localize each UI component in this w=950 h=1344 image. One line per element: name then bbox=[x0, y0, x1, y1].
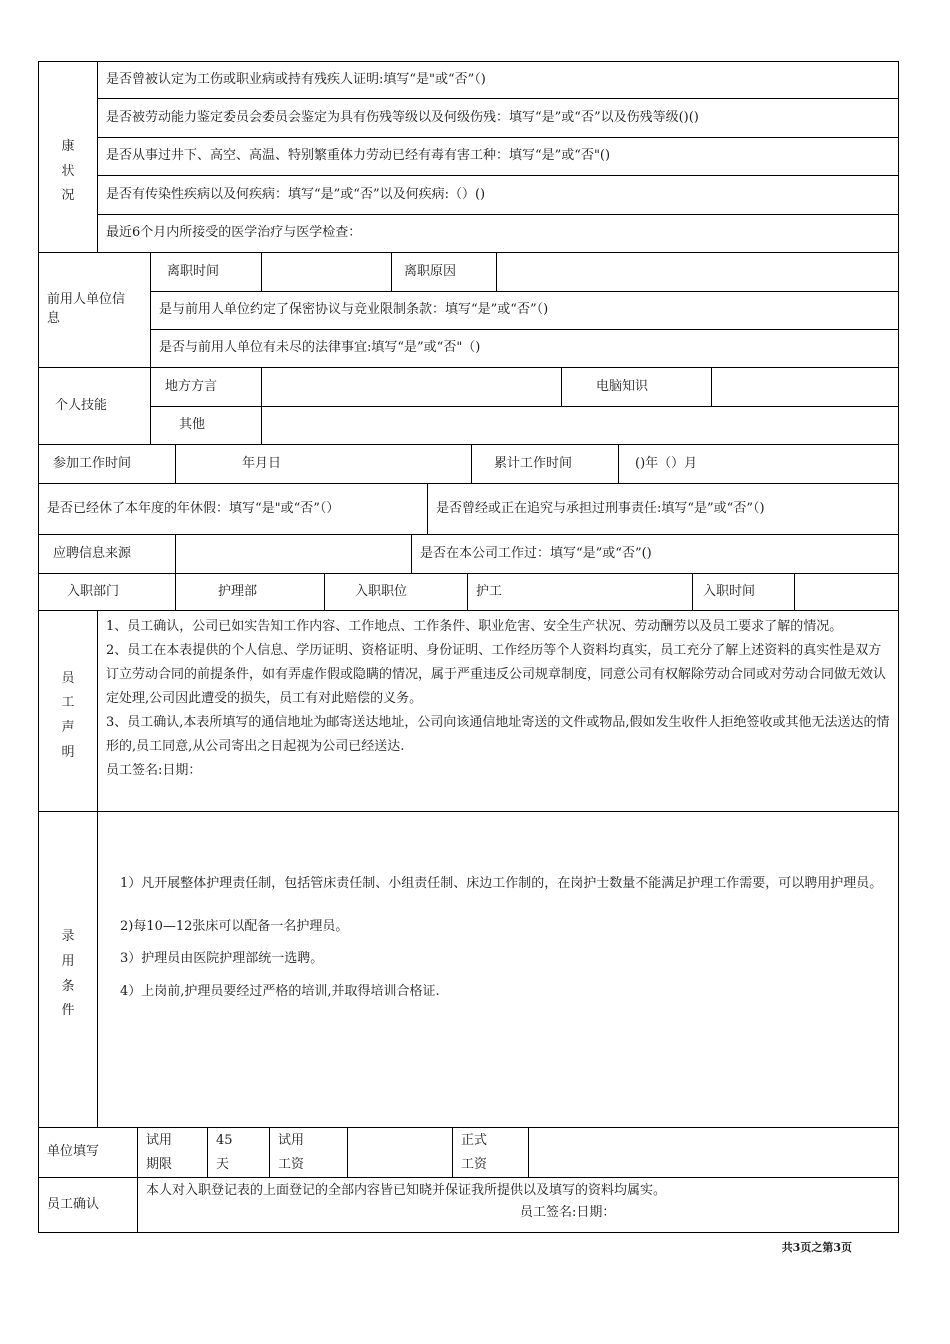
probation-period-label: 试用 期限 bbox=[138, 1128, 208, 1178]
criminal-row: 是否曾经或正在追究与承担过刑事责任:填写“是”或“否”（) bbox=[428, 484, 899, 535]
condition-item-3: 3）护理员由医院护理部统一选聘。 bbox=[120, 951, 324, 967]
unit-label: 单位填写 bbox=[38, 1128, 138, 1178]
confirm-label: 员工确认 bbox=[38, 1178, 138, 1233]
skills-section bbox=[38, 368, 899, 445]
health-row-2: 是否被劳动能力鉴定委员会委员会鉴定为具有伤残等级以及何级伤残：填写“是”或“否”以及伤残等级()() bbox=[98, 99, 899, 138]
condition-item-2: 2)每10—12张床可以配备一名护理员。 bbox=[120, 918, 349, 934]
declaration-section bbox=[38, 611, 899, 812]
prev-employer-section bbox=[38, 253, 899, 368]
health-row-4: 是否有传染性疾病以及何疾病：填写“是”或“否”以及何疾病:（）() bbox=[98, 176, 899, 215]
health-label: 康 状 况 bbox=[38, 61, 98, 253]
entry-section bbox=[38, 574, 899, 611]
prev-employer-label: 前用人单位信息 bbox=[38, 253, 151, 368]
declaration-sign: 员工签名:日期： bbox=[106, 763, 202, 779]
declaration-text bbox=[98, 611, 899, 812]
other-value[interactable] bbox=[262, 407, 899, 445]
probation-wage-value[interactable] bbox=[348, 1128, 453, 1178]
formal-wage-label: 正式 工资 bbox=[453, 1128, 529, 1178]
other-label: 其他 bbox=[151, 407, 262, 445]
probation-period-value: 45 天 bbox=[208, 1128, 270, 1178]
condition-item-1: 1）凡开展整体护理责任制，包括管床责任制、小组责任制、床边工作制的，在岗护士数量不能满足护理工作需要，可以聘用护理员。 bbox=[120, 876, 883, 891]
conditions-section bbox=[38, 812, 899, 1128]
dialect-label: 地方方言 bbox=[151, 368, 262, 407]
source-value[interactable] bbox=[176, 535, 412, 574]
entry-time-value[interactable] bbox=[795, 574, 899, 611]
entry-dept-value: 护理部 bbox=[176, 574, 325, 611]
formal-wage-value[interactable] bbox=[529, 1128, 899, 1178]
dialect-value[interactable] bbox=[262, 368, 562, 407]
legal-row: 是否与前用人单位有未尽的法律事宜:填写“是”或“否"（) bbox=[151, 330, 899, 368]
leave-reason-label: 离职原因 bbox=[392, 253, 497, 292]
confirm-statement: 本人对入职登记表的上面登记的全部内容皆已知晓并保证我所提供以及填写的资料均属实。 bbox=[146, 1183, 667, 1198]
work-start-value[interactable]: 年月日 bbox=[176, 445, 472, 484]
source-label: 应聘信息来源 bbox=[38, 535, 176, 574]
page-footer: 共3页之第3页 bbox=[781, 1241, 852, 1254]
work-time-section bbox=[38, 445, 899, 484]
declaration-p3: 3、员工确认,本表所填写的通信地址为邮寄送达地址，公司向该通信地址寄送的文件或物品,假如发生收件人拒绝签收或其他无法送达的情形的,员工同意,从公司寄出之日起视为公司已经送达. bbox=[106, 715, 890, 755]
declaration-label: 员 工 声 明 bbox=[38, 611, 98, 812]
leave-reason-value[interactable] bbox=[497, 253, 899, 292]
unit-section bbox=[38, 1128, 899, 1178]
worked-here-row: 是否在本公司工作过：填写“是”或“否”() bbox=[412, 535, 899, 574]
condition-item-4: 4）上岗前,护理员要经过严格的培训,并取得培训合格证. bbox=[120, 983, 440, 999]
source-section bbox=[38, 535, 899, 574]
health-row-3: 是否从事过井下、高空、高温、特别繁重体力劳动已经有毒有害工种：填写“是”或“否"() bbox=[98, 138, 899, 176]
computer-value[interactable] bbox=[712, 368, 899, 407]
total-work-label: 累计工作时间 bbox=[472, 445, 619, 484]
leave-section bbox=[38, 484, 899, 535]
probation-wage-label: 试用 工资 bbox=[270, 1128, 348, 1178]
declaration-p1: 1、员工确认，公司已如实告知工作内容、工作地点、工作条件、职业危害、安全生产状况、劳动酬劳以及员工要求了解的情况。 bbox=[106, 619, 843, 634]
declaration-p2: 2、员工在本表提供的个人信息、学历证明、资格证明、身份证明、工作经历等个人资料均真实，员工充分了解上述资料的真实性是双方订立劳动合同的前提条件，如有弄虚作假或隐瞒的情况，属于严重违反公司规章制度，同意公司有权解除劳动合同或对劳动合同做无效认定处理,公司因此遭受的损失，员工有对此赔偿的义务。 bbox=[106, 643, 887, 707]
leave-time-label: 离职时间 bbox=[151, 253, 262, 292]
health-row-1: 是否曾被认定为工伤或职业病或持有残疾人证明:填写“是"或“否”（) bbox=[98, 61, 899, 99]
noncompete-row: 是与前用人单位约定了保密协议与竞业限制条款：填写“是”或“否”（) bbox=[151, 292, 899, 330]
health-section bbox=[38, 61, 899, 253]
total-work-value[interactable]: ()年（）月 bbox=[619, 445, 899, 484]
health-row-5: 最近6个月内所接受的医学治疗与医学检查： bbox=[98, 215, 899, 253]
computer-label: 电脑知识 bbox=[562, 368, 712, 407]
conditions-text bbox=[98, 812, 899, 1128]
conditions-label: 录 用 条 件 bbox=[38, 812, 98, 1128]
entry-pos-label: 入职职位 bbox=[325, 574, 468, 611]
confirm-text bbox=[138, 1178, 899, 1233]
confirm-sign: 员工签名:日期： bbox=[520, 1205, 616, 1221]
entry-time-label: 入职时间 bbox=[693, 574, 795, 611]
confirm-section bbox=[38, 1178, 899, 1233]
annual-leave-row: 是否已经休了本年度的年休假：填写“是"或“否”（） bbox=[38, 484, 428, 535]
entry-pos-value: 护工 bbox=[468, 574, 693, 611]
skills-label: 个人技能 bbox=[38, 368, 151, 445]
leave-time-value[interactable] bbox=[262, 253, 392, 292]
entry-dept-label: 入职部门 bbox=[38, 574, 176, 611]
work-start-label: 参加工作时间 bbox=[38, 445, 176, 484]
